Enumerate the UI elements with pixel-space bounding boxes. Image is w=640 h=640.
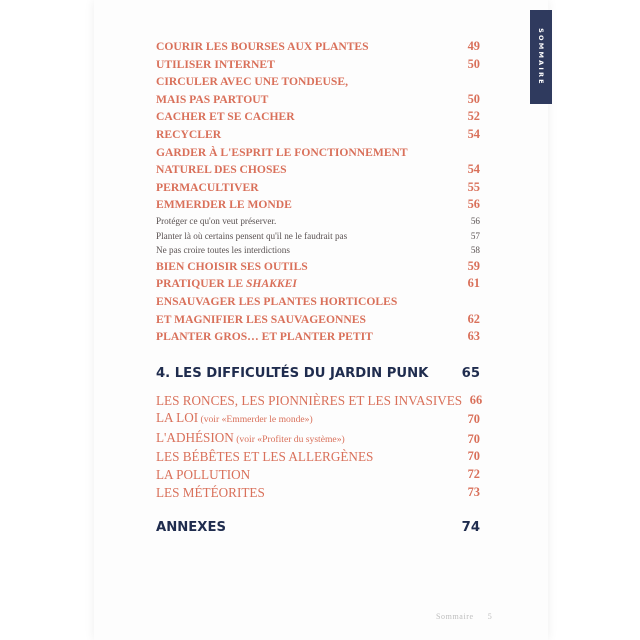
- toc-entry-title: [156, 429, 345, 449]
- toc-entry-page: 54: [467, 126, 480, 141]
- toc-entry-page: 72: [467, 467, 480, 482]
- toc-entry-title: BIEN CHOISIR SES OUTILS: [156, 259, 308, 273]
- toc-entry-page: 50: [467, 91, 480, 106]
- toc-entry-page: 55: [467, 179, 480, 194]
- toc-entry-page: 56: [467, 197, 480, 212]
- toc-entry-title-text: LES RONCES, LES PIONNIÈRES ET LES INVASIVES: [156, 392, 463, 408]
- toc-entry-title-prefix: PRATIQUER LE: [156, 277, 246, 291]
- toc-entry-title-text: LES BÉBÊTES ET LES ALLERGÈNES: [156, 449, 374, 465]
- toc-entry-title: ET MAGNIFIER LES SAUVAGEONNES: [156, 312, 366, 326]
- toc-entry-page: 59: [467, 258, 480, 273]
- toc-entry[interactable]: [156, 38, 480, 56]
- toc-entry-page: 63: [467, 329, 480, 344]
- toc-entry-title: CACHER ET SE CACHER: [156, 110, 295, 124]
- annexes-title: ANNEXES: [156, 520, 226, 536]
- toc-entry-page: 70: [467, 412, 480, 427]
- toc-entry[interactable]: [156, 484, 480, 502]
- toc-subentry-page: 58: [470, 245, 480, 256]
- toc-subentry[interactable]: [156, 243, 480, 258]
- toc-entry-page: 61: [467, 276, 480, 291]
- annexes-heading[interactable]: [156, 517, 480, 539]
- toc-entry-title: PERMACULTIVER: [156, 180, 259, 194]
- annexes-page: 74: [461, 520, 480, 536]
- toc-entry[interactable]: [156, 293, 480, 311]
- toc-entry[interactable]: [156, 409, 480, 429]
- toc-entry-note: (voir «Profiter du système»): [233, 433, 345, 445]
- toc-entry-page: 73: [467, 484, 480, 499]
- book-page: [94, 0, 548, 640]
- toc-entry-page: 49: [467, 39, 480, 53]
- toc-entry[interactable]: [156, 126, 480, 144]
- toc-entry-title: [156, 466, 250, 484]
- toc-entry[interactable]: [156, 466, 480, 484]
- section-heading[interactable]: [156, 363, 480, 385]
- toc-entry-page: 62: [467, 311, 480, 326]
- toc-entry-title: RECYCLER: [156, 127, 222, 141]
- toc-entry-title: [156, 484, 265, 502]
- toc-entry-title: GARDER À L'ESPRIT LE FONCTIONNEMENT: [156, 145, 408, 159]
- toc-entry[interactable]: [156, 73, 480, 91]
- toc-entry-page: 70: [467, 449, 480, 464]
- toc-entry-title-text: LA LOI: [156, 410, 199, 426]
- chapter-tab: [530, 10, 552, 104]
- toc-entry-title: [156, 409, 313, 429]
- toc-entry[interactable]: [156, 196, 480, 214]
- toc-entry-title: [156, 448, 373, 466]
- section-page: 65: [461, 365, 480, 381]
- toc-entry-title: [156, 392, 462, 410]
- toc-entry[interactable]: [156, 144, 480, 162]
- toc-subentry-page: 56: [470, 215, 480, 226]
- toc-entry[interactable]: [156, 448, 480, 466]
- toc-entry[interactable]: [156, 56, 480, 74]
- toc-entry-page: 70: [467, 431, 480, 446]
- toc-entry-title: [156, 275, 297, 293]
- toc-subentry[interactable]: [156, 229, 480, 244]
- toc-entry-page: 66: [469, 392, 483, 407]
- toc-entry-title-text: LA POLLUTION: [156, 467, 251, 483]
- table-of-contents: [156, 38, 483, 546]
- page-footer: [436, 612, 492, 621]
- toc-entry[interactable]: [156, 311, 480, 329]
- toc-entry[interactable]: [156, 429, 480, 449]
- toc-entry-page: 52: [467, 109, 480, 124]
- toc-entry-title-text: L'ADHÉSION: [156, 429, 234, 445]
- toc-subentry-title: Planter là où certains pensent qu'il ne le faudrait pas: [156, 230, 348, 241]
- toc-entry-page: 54: [467, 162, 480, 177]
- toc-entry-title-text: LES MÉTÉORITES: [156, 484, 265, 500]
- toc-entry[interactable]: [156, 258, 480, 276]
- toc-subentry-page: 57: [470, 230, 480, 241]
- footer-page-number: 5: [487, 612, 493, 621]
- toc-entry-shakkei[interactable]: [156, 275, 480, 293]
- toc-entry-title: NATUREL DES CHOSES: [156, 163, 287, 177]
- tab-label: SOMMAIRE: [537, 28, 545, 86]
- toc-subentry[interactable]: [156, 214, 480, 229]
- section-title: 4. LES DIFFICULTÉS DU JARDIN PUNK: [156, 365, 429, 381]
- toc-entry-title: ENSAUVAGER LES PLANTES HORTICOLES: [156, 294, 398, 308]
- toc-subentry-title: Ne pas croire toutes les interdictions: [156, 245, 290, 256]
- toc-entry-title: EMMERDER LE MONDE: [156, 198, 292, 212]
- toc-entry[interactable]: [156, 108, 480, 126]
- toc-entry-page: 50: [467, 56, 480, 71]
- toc-subentry-title: Protéger ce qu'on veut préserver.: [156, 215, 277, 226]
- toc-entry-title: UTILISER INTERNET: [156, 57, 275, 71]
- toc-entry-title: PLANTER GROS… ET PLANTER PETIT: [156, 330, 373, 344]
- toc-entry-title: MAIS PAS PARTOUT: [156, 92, 269, 106]
- toc-entry-title-italic: SHAKKEI: [245, 277, 297, 291]
- toc-entry-note: (voir «Emmerder le monde»): [198, 414, 313, 426]
- toc-entry-title: COURIR LES BOURSES AUX PLANTES: [156, 40, 369, 53]
- footer-label: Sommaire: [436, 612, 474, 621]
- toc-entry[interactable]: [156, 392, 483, 410]
- toc-entry[interactable]: [156, 161, 480, 179]
- toc-entry[interactable]: [156, 91, 480, 109]
- toc-entry[interactable]: [156, 179, 480, 197]
- toc-entry-title: CIRCULER AVEC UNE TONDEUSE,: [156, 75, 348, 89]
- toc-entry[interactable]: [156, 328, 480, 346]
